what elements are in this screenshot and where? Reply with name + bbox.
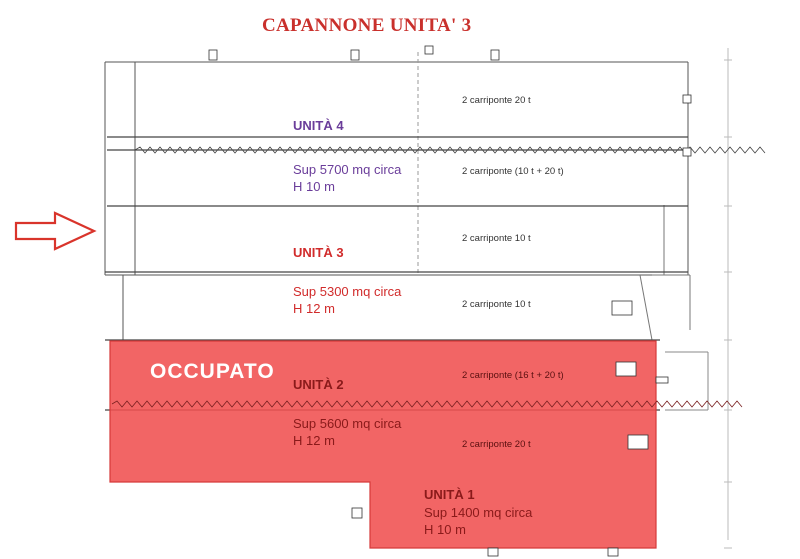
occupied-label: OCCUPATO — [150, 360, 275, 383]
arrow-right-icon — [16, 213, 94, 249]
crane-label: 2 carriponte (16 t + 20 t) — [462, 370, 564, 381]
crane-label: 2 carriponte 20 t — [462, 439, 531, 450]
unit-3-height: H 12 m — [293, 301, 335, 316]
unit-2-height: H 12 m — [293, 433, 335, 448]
unit-3-area: Sup 5300 mq circa — [293, 284, 402, 299]
page-title: CAPANNONE UNITA' 3 — [262, 15, 472, 36]
unit-1-area: Sup 1400 mq circa — [424, 505, 533, 520]
unit-2-name: UNITÀ 2 — [293, 377, 344, 392]
crane-label: 2 carriponte 10 t — [462, 299, 531, 310]
crane-label: 2 carriponte (10 t + 20 t) — [462, 166, 564, 177]
unit-4-area: Sup 5700 mq circa — [293, 162, 402, 177]
unit-1-name: UNITÀ 1 — [424, 487, 475, 502]
unit-1-height: H 10 m — [424, 522, 466, 537]
unit-2-area: Sup 5600 mq circa — [293, 416, 402, 431]
unit-4-height: H 10 m — [293, 179, 335, 194]
crane-label: 2 carriponte 10 t — [462, 233, 531, 244]
unit-3-name: UNITÀ 3 — [293, 245, 344, 260]
crane-label: 2 carriponte 20 t — [462, 95, 531, 106]
unit-4-name: UNITÀ 4 — [293, 118, 344, 133]
